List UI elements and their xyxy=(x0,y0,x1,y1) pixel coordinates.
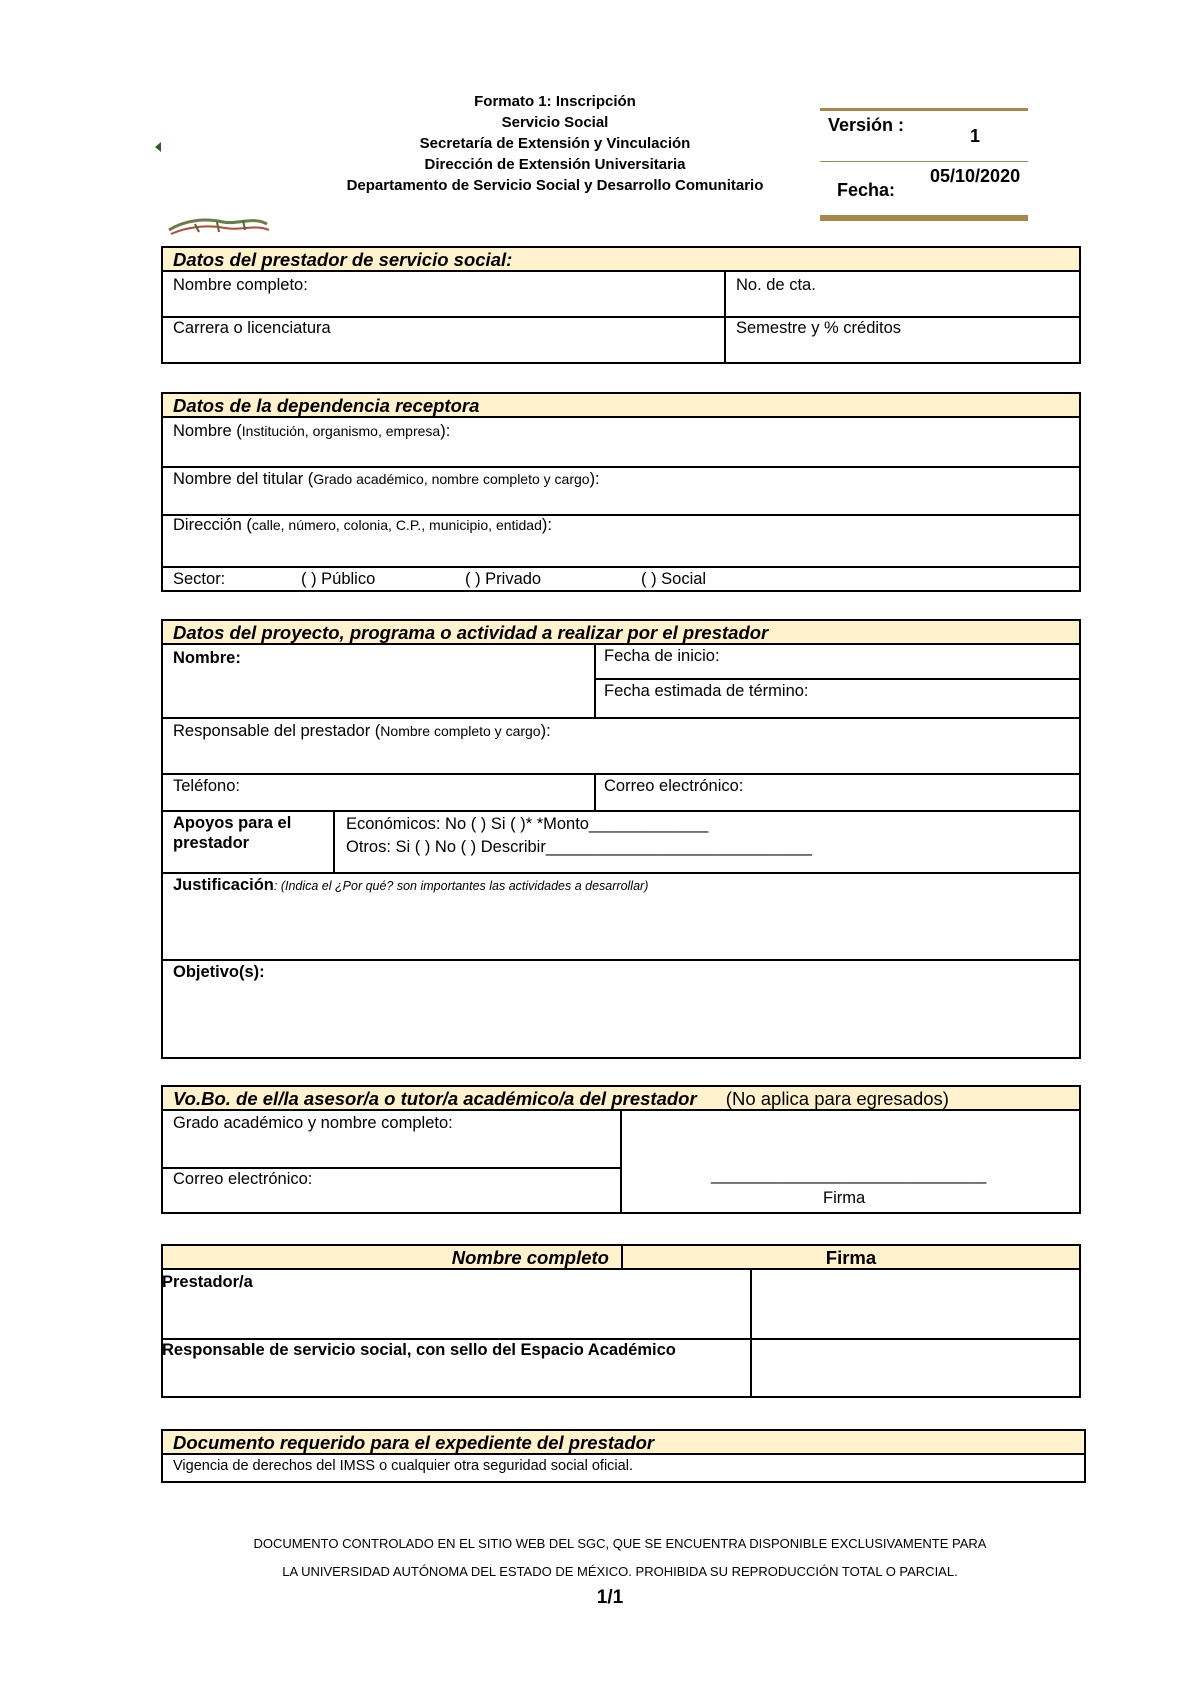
divider xyxy=(163,466,1079,468)
vobo-section xyxy=(161,1085,1081,1214)
dependencia-section-title: Datos de la dependencia receptora xyxy=(163,394,1079,418)
prestador-section-title: Datos del prestador de servicio social: xyxy=(163,248,1079,272)
semestre-field[interactable]: Semestre y % créditos xyxy=(736,319,902,337)
divider xyxy=(163,810,1079,812)
form-subtitle: Servicio Social xyxy=(501,114,609,131)
direccion-field[interactable] xyxy=(173,515,552,535)
divider xyxy=(724,272,726,362)
proyecto-section xyxy=(161,619,1081,1059)
apoyos-economicos-field[interactable]: Económicos: No ( ) Si ( )* *Monto_____________ xyxy=(346,815,709,833)
justificacion-hint: : (Indica el ¿Por qué? son importantes las actividades a desarrollar) xyxy=(273,879,649,893)
institucion-hint: Institución, organismo, empresa xyxy=(241,423,441,439)
carrera-field[interactable]: Carrera o licenciatura xyxy=(173,319,331,337)
divider xyxy=(594,678,1079,680)
prestador-section xyxy=(161,246,1081,364)
justificacion-field[interactable] xyxy=(173,875,648,896)
divider xyxy=(163,773,1079,775)
documento-section xyxy=(161,1429,1086,1483)
dependencia-section xyxy=(161,392,1081,592)
logo-mark-icon xyxy=(154,140,162,152)
page-number: 1/1 xyxy=(596,1587,624,1608)
proyecto-section-title: Datos del proyecto, programa o actividad a realizar por el prestador xyxy=(163,621,1079,645)
form-title: Formato 1: Inscripción xyxy=(474,93,636,110)
col-firma-header: Firma xyxy=(825,1247,877,1268)
responsable-field[interactable] xyxy=(173,721,551,741)
nombre-completo-field[interactable]: Nombre completo: xyxy=(173,276,308,294)
university-logo-icon xyxy=(165,210,271,238)
date-value: 05/10/2020 xyxy=(930,166,1021,186)
divider xyxy=(163,959,1079,961)
version-value: 1 xyxy=(969,126,980,146)
prestador-firma-row-label: Prestador/a xyxy=(162,1273,253,1291)
fecha-termino-field[interactable]: Fecha estimada de término: xyxy=(604,682,809,700)
proyecto-nombre-field[interactable]: Nombre: xyxy=(173,649,241,667)
apoyos-label-2: prestador xyxy=(173,834,250,852)
col-nombre-header: Nombre completo xyxy=(451,1247,609,1268)
institucion-field[interactable] xyxy=(173,421,450,441)
fecha-inicio-field[interactable]: Fecha de inicio: xyxy=(604,647,720,665)
correo-proyecto-field[interactable]: Correo electrónico: xyxy=(604,777,744,795)
version-label: Versión : xyxy=(827,115,905,135)
firma-asesor-label: Firma xyxy=(823,1189,866,1207)
footer-line-2: LA UNIVERSIDAD AUTÓNOMA DEL ESTADO DE MÉXICO. PROHIBIDA SU REPRODUCCIÓN TOTAL O PARCIAL. xyxy=(282,1564,958,1579)
justificacion-label: Justificación xyxy=(173,876,274,894)
secretaria-line: Secretaría de Extensión y Vinculación xyxy=(419,135,691,152)
sector-publico-option[interactable]: ( ) Público xyxy=(301,570,376,588)
sector-social-option[interactable]: ( ) Social xyxy=(641,570,707,588)
divider xyxy=(750,1270,752,1396)
firmas-section xyxy=(161,1244,1081,1398)
asesor-correo-field[interactable]: Correo electrónico: xyxy=(173,1170,313,1188)
vobo-note: (No aplica para egresados) xyxy=(725,1088,949,1109)
version-divider xyxy=(820,161,1028,162)
direccion-label-end: ): xyxy=(541,516,552,534)
institucion-label: Nombre ( xyxy=(173,422,242,440)
sector-privado-option[interactable]: ( ) Privado xyxy=(465,570,542,588)
divider xyxy=(163,872,1079,874)
titular-field[interactable] xyxy=(173,469,600,489)
titular-label-end: ): xyxy=(589,470,600,488)
divider xyxy=(621,1246,623,1270)
responsable-hint: Nombre completo y cargo xyxy=(380,723,541,739)
divider xyxy=(163,717,1079,719)
divider xyxy=(333,810,335,874)
asesor-nombre-field[interactable]: Grado académico y nombre completo: xyxy=(173,1114,453,1132)
divider xyxy=(620,1111,622,1212)
date-label: Fecha: xyxy=(836,180,896,200)
divider xyxy=(594,773,596,811)
version-box xyxy=(820,108,1028,222)
institucion-label-end: ): xyxy=(440,422,451,440)
apoyos-label: Apoyos para el xyxy=(173,814,292,832)
apoyos-otros-field[interactable]: Otros: Si ( ) No ( ) Describir_____________________________ xyxy=(346,838,812,856)
responsable-label-end: ): xyxy=(540,722,551,740)
documento-item: Vigencia de derechos del IMSS o cualquier otra seguridad social oficial. xyxy=(173,1458,633,1474)
responsable-firma-row-label: Responsable de servicio social, con sello del Espacio Académico xyxy=(162,1341,676,1359)
titular-label: Nombre del titular ( xyxy=(173,470,314,488)
objetivos-field[interactable]: Objetivo(s): xyxy=(173,963,265,981)
titular-hint: Grado académico, nombre completo y cargo xyxy=(313,471,590,487)
responsable-firma-field[interactable] xyxy=(753,1340,1079,1396)
responsable-label: Responsable del prestador ( xyxy=(173,722,381,740)
version-top-bar xyxy=(820,108,1028,111)
firma-asesor-line[interactable]: ______________________________ xyxy=(711,1166,987,1184)
telefono-field[interactable]: Teléfono: xyxy=(173,777,240,795)
vobo-title-text: Vo.Bo. de el/la asesor/a o tutor/a académico/a del prestador xyxy=(173,1088,697,1109)
sector-label: Sector: xyxy=(173,570,226,588)
vobo-section-title xyxy=(163,1087,1079,1111)
prestador-firma-field[interactable] xyxy=(753,1272,1079,1336)
divider xyxy=(163,566,1079,568)
version-bottom-bar xyxy=(820,215,1028,221)
footer-line-1: DOCUMENTO CONTROLADO EN EL SITIO WEB DEL SGC, QUE SE ENCUENTRA DISPONIBLE EXCLUSIVAMENTE PARA xyxy=(253,1536,987,1551)
divider xyxy=(594,645,596,719)
direccion-line: Dirección de Extensión Universitaria xyxy=(424,156,686,173)
departamento-line: Departamento de Servicio Social y Desarrollo Comunitario xyxy=(346,177,764,194)
direccion-hint: calle, número, colonia, C.P., municipio, entidad xyxy=(251,517,542,533)
numero-cuenta-field[interactable]: No. de cta. xyxy=(736,276,816,294)
documento-section-title: Documento requerido para el expediente del prestador xyxy=(163,1431,1084,1455)
direccion-label: Dirección ( xyxy=(173,516,252,534)
